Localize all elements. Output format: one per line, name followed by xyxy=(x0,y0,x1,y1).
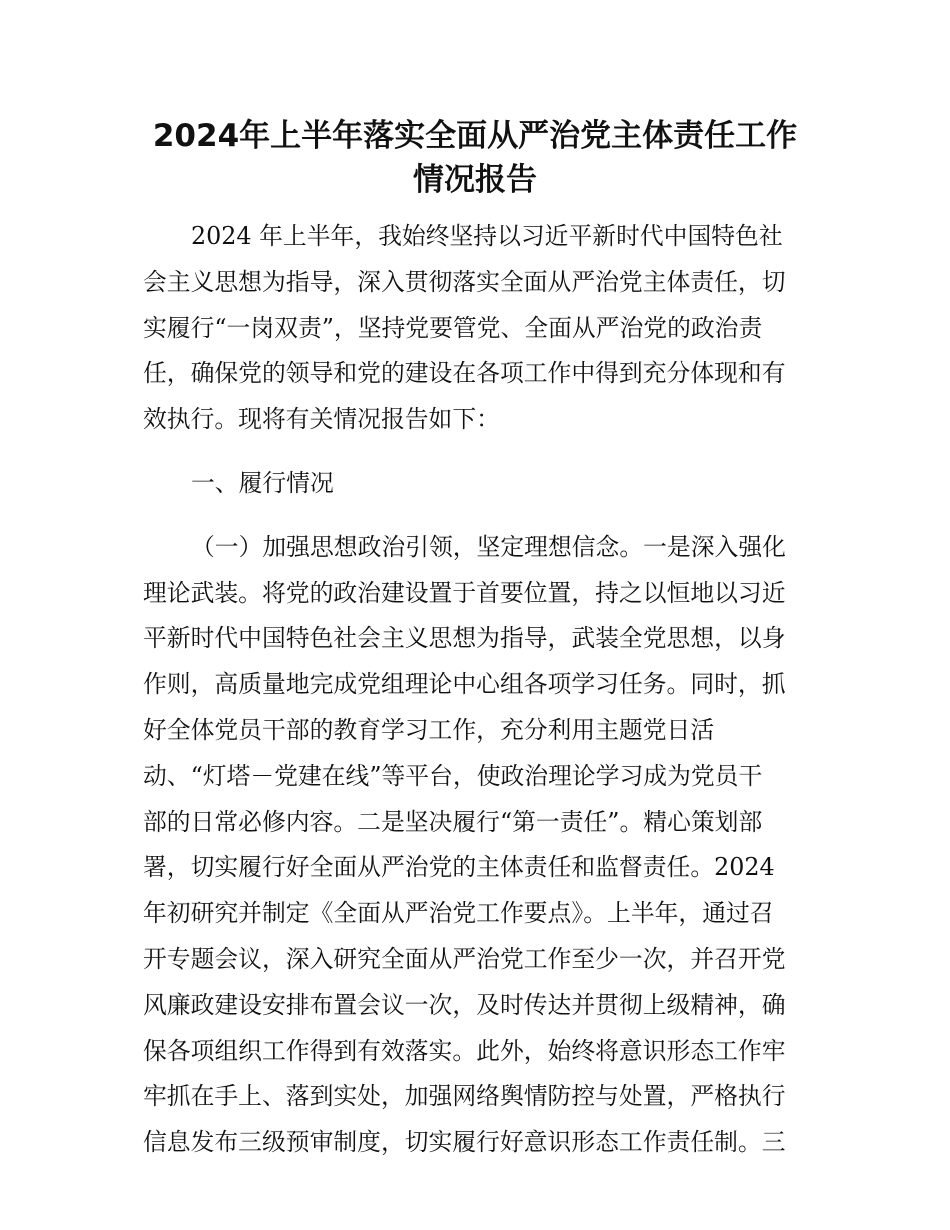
section-heading: 一、履行情况 xyxy=(191,468,334,497)
paragraph-line: 年初研究并制定《全面从严治党工作要点》。上半年，通过召 xyxy=(143,899,774,928)
paragraph-line: 实履行“一岗双责”，坚持党要管党、全面从严治党的政治责 xyxy=(143,313,763,342)
paragraph-line: 署，切实履行好全面从严治党的主体责任和监督责任。2024 xyxy=(143,853,775,882)
paragraph-line: 牢抓在手上、落到实处，加强网络舆情防控与处置，严格执行 xyxy=(143,1082,786,1111)
paragraph-line: 保各项组织工作得到有效落实。此外，始终将意识形态工作牢 xyxy=(143,1036,786,1065)
title-line-1: 2024年上半年落实全面从严治党主体责任工作 xyxy=(152,118,798,154)
title-line-2: 情况报告 xyxy=(413,162,537,198)
paragraph-line: 开专题会议，深入研究全面从严治党工作至少一次，并召开党 xyxy=(143,944,786,973)
paragraph-line: 会主义思想为指导，深入贯彻落实全面从严治党主体责任，切 xyxy=(143,267,786,296)
paragraph-line: 平新时代中国特色社会主义思想为指导，武装全党思想，以身 xyxy=(143,624,786,653)
paragraph-line: 动、“灯塔－党建在线”等平台，使政治理论学习成为党员干 xyxy=(143,761,763,790)
paragraph-line: 2024 年上半年，我始终坚持以习近平新时代中国特色社 xyxy=(191,222,783,250)
paragraph-line: 信息发布三级预审制度，切实履行好意识形态工作责任制。三 xyxy=(143,1128,786,1157)
paragraph-line: 好全体党员干部的教育学习工作，充分利用主题党日活 xyxy=(143,715,715,744)
intro-paragraph xyxy=(143,214,811,443)
paragraph-line: 部的日常必修内容。二是坚决履行“第一责任”。精心策划部 xyxy=(143,807,763,836)
document-body xyxy=(143,214,811,1166)
paragraph-line: 风廉政建设安排布置会议一次，及时传达并贯彻上级精神，确 xyxy=(143,990,786,1019)
section-1-paragraph xyxy=(143,525,811,1166)
paragraph-line: 任，确保党的领导和党的建设在各项工作中得到充分体现和有 xyxy=(143,359,786,388)
document-title xyxy=(100,114,850,202)
paragraph-line: 作则，高质量地完成党组理论中心组各项学习任务。同时，抓 xyxy=(143,670,786,699)
paragraph-line: （一）加强思想政治引领，坚定理想信念。一是深入强化 xyxy=(191,532,786,561)
paragraph-line: 效执行。现将有关情况报告如下： xyxy=(143,405,500,434)
paragraph-line: 理论武装。将党的政治建设置于首要位置，持之以恒地以习近 xyxy=(143,578,786,607)
